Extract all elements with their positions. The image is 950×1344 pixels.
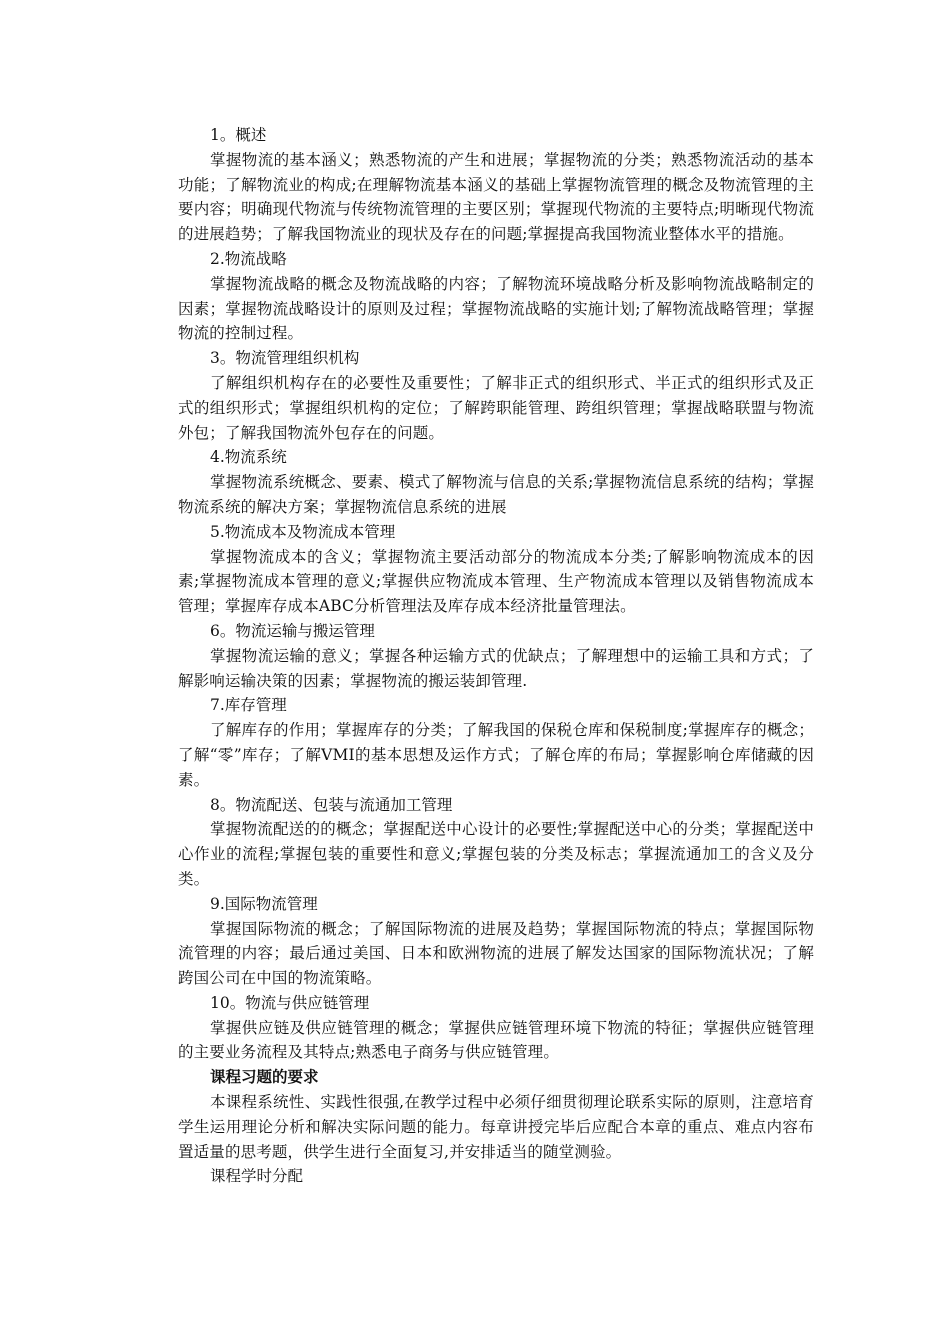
section-heading: 7.库存管理 <box>210 696 287 715</box>
section-transport <box>178 619 814 693</box>
section-heading: 4.物流系统 <box>210 448 287 467</box>
section-organization <box>178 346 814 445</box>
section-body: 掌握物流运输的意义；掌握各种运输方式的优缺点；了解理想中的运输工具和方式；了解影响运输决策的因素；掌握物流的搬运装卸管理. <box>178 646 814 690</box>
section-inventory <box>178 693 814 792</box>
section-exercise-requirements <box>178 1065 814 1164</box>
section-logistics-cost <box>178 520 814 619</box>
section-heading: 2.物流战略 <box>210 249 287 268</box>
section-body: 掌握物流成本的含义；掌握物流主要活动部分的物流成本分类;了解影响物流成本的因素;掌握物流成本管理的意义;掌握供应物流成本管理、生产物流成本管理以及销售物流成本管理；掌握库存成本ABC分析管理法及库存成本经济批量管理法。 <box>178 547 814 616</box>
section-heading: 5.物流成本及物流成本管理 <box>210 522 396 541</box>
section-body: 掌握物流战略的概念及物流战略的内容；了解物流环境战略分析及影响物流战略制定的因素；掌握物流战略设计的原则及过程；掌握物流战略的实施计划;了解物流战略管理；掌握物流的控制过程。 <box>178 274 814 343</box>
section-heading: 8。物流配送、包装与流通加工管理 <box>210 795 453 814</box>
section-body: 掌握物流配送的的概念；掌握配送中心设计的必要性;掌握配送中心的分类；掌握配送中心作业的流程;掌握包装的重要性和意义;掌握包装的分类及标志；掌握流通加工的含义及分类。 <box>178 820 814 888</box>
hours-heading: 课程学时分配 <box>210 1167 304 1186</box>
section-body: 了解组织机构存在的必要性及重要性；了解非正式的组织形式、半正式的组织形式及正式的组织形式；掌握组织机构的定位；了解跨职能管理、跨组织管理；掌握战略联盟与物流外包；了解我国物流外包存在的问题。 <box>178 373 814 442</box>
section-distribution <box>178 793 814 892</box>
section-heading: 1。概述 <box>210 126 267 144</box>
section-heading: 10。物流与供应链管理 <box>210 993 370 1012</box>
section-heading: 6。物流运输与搬运管理 <box>210 621 375 640</box>
section-body: 掌握物流系统概念、要素、模式了解物流与信息的关系;掌握物流信息系统的结构；掌握物流系统的解决方案；掌握物流信息系统的进展 <box>178 473 814 516</box>
document-page <box>178 123 814 1189</box>
section-logistics-strategy <box>178 247 814 346</box>
exercise-heading: 课程习题的要求 <box>210 1067 319 1087</box>
section-logistics-system <box>178 445 814 519</box>
section-hours <box>178 1164 814 1189</box>
section-international <box>178 892 814 991</box>
exercise-body: 本课程系统性、实践性很强,在教学过程中必须仔细贯彻理论联系实际的原则，注意培育学生运用理论分析和解决实际问题的能力。每章讲授完毕后应配合本章的重点、难点内容布置适量的思考题，供学生进行全面复习,并安排适当的随堂测验。 <box>178 1093 814 1161</box>
section-body: 掌握国际物流的概念；了解国际物流的进展及趋势；掌握国际物流的特点；掌握国际物流管理的内容；最后通过美国、日本和欧洲物流的进展了解发达国家的国际物流状况；了解跨国公司在中国的物流策略。 <box>178 919 814 988</box>
section-body: 了解库存的作用；掌握库存的分类；了解我国的保税仓库和保税制度;掌握库存的概念；了解“零”库存；了解VMI的基本思想及运作方式；了解仓库的布局；掌握影响仓库储藏的因素。 <box>178 721 814 789</box>
section-overview <box>178 123 814 247</box>
section-heading: 9.国际物流管理 <box>210 894 318 913</box>
section-heading: 3。物流管理组织机构 <box>210 349 360 368</box>
section-body: 掌握供应链及供应链管理的概念；掌握供应链管理环境下物流的特征；掌握供应链管理的主要业务流程及其特点;熟悉电子商务与供应链管理。 <box>178 1018 814 1062</box>
section-body: 掌握物流的基本涵义；熟悉物流的产生和进展；掌握物流的分类；熟悉物流活动的基本功能；了解物流业的构成;在理解物流基本涵义的基础上掌握物流管理的概念及物流管理的主要内容；明确现代物流与传统物流管理的主要区别；掌握现代物流的主要特点;明晰现代物流的进展趋势；了解我国物流业的现状及存在的问题;掌握提高我国物流业整体水平的措施。 <box>178 150 814 244</box>
section-supply-chain <box>178 991 814 1065</box>
